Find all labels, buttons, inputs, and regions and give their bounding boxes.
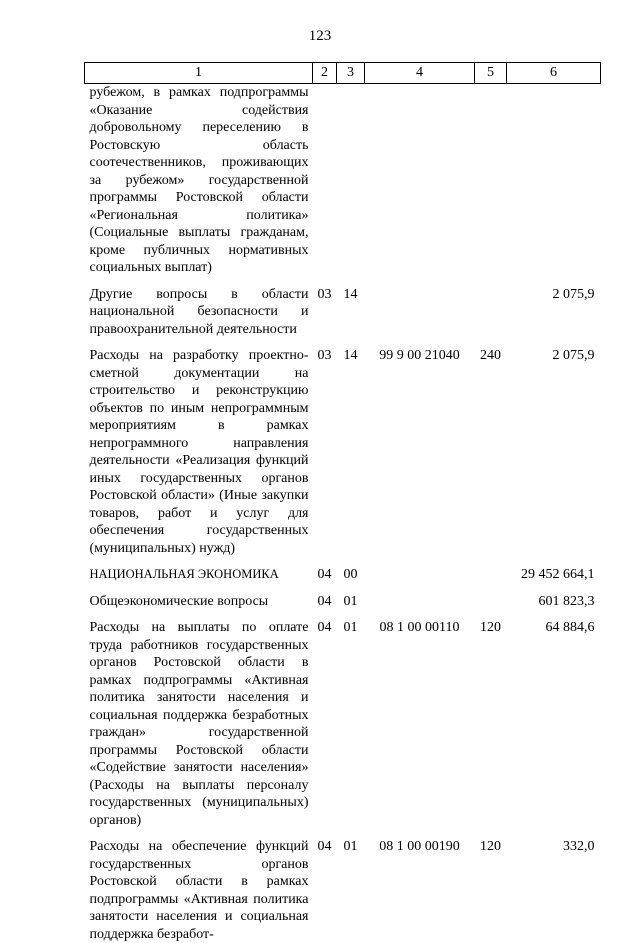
row-expense-type: 120	[480, 620, 501, 635]
row-section: 04	[317, 567, 332, 582]
row-amount: 2 075,9	[552, 348, 595, 363]
table-row	[85, 557, 601, 584]
row-subsection: 01	[343, 593, 358, 609]
row-name: Расходы на обеспечение функций государственных органов Ростовской области в рамках подпрограммы «Активная политика занятости населения и социальная поддержка безработ-	[89, 839, 309, 942]
table-header-row	[85, 63, 601, 84]
row-target-code	[365, 84, 475, 277]
row-section: 03	[317, 286, 332, 302]
column-header: 1	[85, 63, 313, 84]
row-amount: 64 884,6	[545, 620, 595, 635]
row-target-code: 08 1 00 00110	[379, 620, 460, 635]
row-target-code	[365, 557, 475, 584]
column-header: 5	[475, 63, 507, 84]
table-row	[85, 584, 601, 611]
row-target-code: 99 9 00 21040	[379, 348, 460, 363]
row-subsection: 00	[343, 567, 358, 582]
row-name: НАЦИОНАЛЬНАЯ ЭКОНОМИКА	[89, 567, 279, 581]
row-section: 04	[317, 620, 332, 635]
row-expense-type: 240	[480, 348, 501, 363]
page-number: 123	[308, 28, 332, 44]
row-amount	[507, 84, 601, 277]
row-amount: 332,0	[563, 839, 595, 854]
row-subsection: 14	[343, 348, 358, 363]
row-expense-type	[475, 584, 507, 611]
row-name: Расходы на разработку проектно-сметной документации на строительство и реконструкцию объектов по иным непрограммным мероприятиям в рамках непрограммного направления деятельности «Реализация функций иных государственных органов Ростовской области» (Иные закупки товаров, работ и услуг для обеспечения государственных (муниципальных) нужд)	[89, 348, 309, 556]
row-target-code	[365, 277, 475, 339]
row-name: Общеэкономические вопросы	[89, 593, 269, 609]
row-subsection: 01	[343, 839, 358, 854]
row-expense-type	[475, 557, 507, 584]
row-name: Расходы на выплаты по оплате труда работников государственных органов Ростовской области в рамках подпрограммы «Активная политика занятости населения и социальная поддержка безработных граждан» государственной программы Ростовской области «Содействие занятости населения» (Расходы на выплаты персоналу государственных (муниципальных) органов)	[89, 620, 309, 828]
row-name: рубежом, в рамках подпрограммы «Оказание содействия добровольному переселению в Ростовскую область соотечественников, проживающих за рубежом» государственной программы Ростовской области «Региональная политика» (Социальные выплаты гражданам, кроме публичных нормативных социальных выплат)	[89, 85, 309, 275]
row-subsection	[337, 84, 365, 277]
row-expense-type	[475, 277, 507, 339]
row-expense-type	[475, 84, 507, 277]
row-target-code: 08 1 00 00190	[379, 839, 460, 854]
table-row	[85, 829, 601, 943]
row-amount: 29 452 664,1	[521, 567, 595, 582]
row-amount: 601 823,3	[538, 593, 595, 609]
row-expense-type: 120	[480, 839, 501, 854]
table-row	[85, 338, 601, 557]
row-section	[313, 84, 337, 277]
row-section: 04	[317, 839, 332, 854]
row-name: Другие вопросы в области национальной безопасности и правоохранительной деятельности	[89, 286, 309, 337]
row-subsection: 01	[343, 620, 358, 635]
table-row	[85, 610, 601, 829]
row-amount: 2 075,9	[552, 286, 595, 302]
row-section: 03	[317, 348, 332, 363]
row-subsection: 14	[343, 286, 358, 302]
table-row	[85, 84, 601, 277]
budget-table	[84, 62, 601, 943]
column-header: 4	[365, 63, 475, 84]
table-row	[85, 277, 601, 339]
row-target-code	[365, 584, 475, 611]
row-section: 04	[317, 593, 332, 609]
column-header: 2	[313, 63, 337, 84]
column-header: 6	[507, 63, 601, 84]
column-header: 3	[337, 63, 365, 84]
